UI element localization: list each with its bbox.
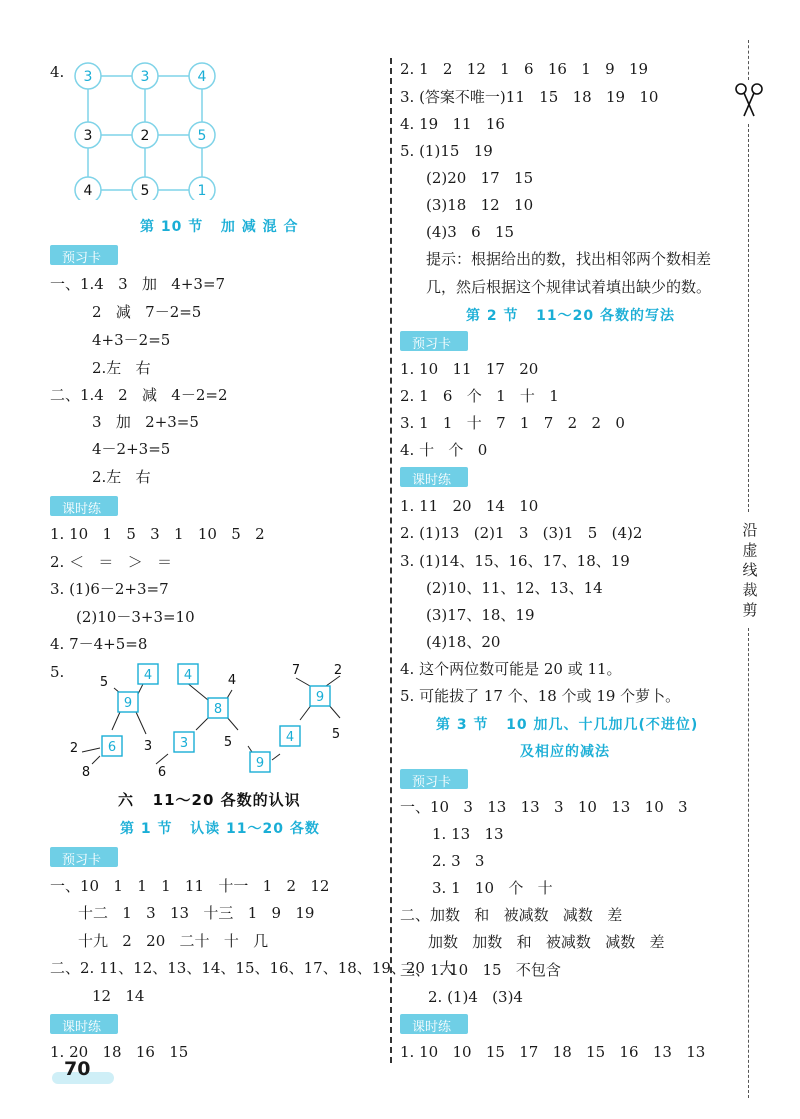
section-3-subtitle: 及相应的减法	[520, 744, 610, 760]
number-box-value: 9	[315, 690, 325, 705]
text-line: 2.左 右	[92, 359, 151, 377]
text-line: 5. 可能拔了 17 个、18 个或 19 个萝卜。	[400, 687, 681, 705]
section-3-title: 第 3 节 10 加几、十几加几(不进位)	[436, 717, 699, 733]
number-box-value: 4	[183, 668, 193, 683]
section-2-title: 第 2 节 11～20 各数的写法	[466, 308, 675, 324]
text-line: 4+3－2=5	[92, 331, 171, 349]
tag-preview-card: 预习卡	[400, 331, 468, 351]
tree-number: 6	[157, 765, 167, 780]
text-line: 4. 19 11 16	[400, 115, 505, 133]
text-line: 1. 10 1 5 3 1 10 5 2	[50, 525, 265, 543]
text-line: 2. ＜ ＝ ＞ ＝	[50, 553, 172, 571]
tag-lesson-practice: 课时练	[50, 496, 118, 516]
text-line: 1. 10 11 17 20	[400, 360, 539, 378]
question-4-label: 4.	[50, 63, 65, 81]
tree-number: 5	[331, 727, 341, 742]
text-line: 2. (1)4 (3)4	[428, 988, 523, 1006]
number-box-value: 3	[179, 736, 189, 751]
text-line: 2. (1)13 (2)1 3 (3)1 5 (4)2	[400, 524, 643, 542]
tag-preview-card: 预习卡	[50, 245, 118, 265]
cut-instruction-char: 裁	[742, 581, 758, 599]
text-line: 3. (答案不唯一)11 15 18 19 10	[400, 88, 659, 106]
tag-preview-card: 预习卡	[50, 847, 118, 867]
text-line: 4. 十 个 0	[400, 441, 488, 459]
grid-number: 5	[197, 128, 207, 144]
text-line: 3. 1 1 十 7 1 7 2 2 0	[400, 414, 625, 432]
cut-dashed-line	[748, 40, 749, 80]
text-line: (2)10、11、12、13、14	[426, 579, 603, 597]
cut-instruction-char: 虚	[742, 541, 758, 559]
tree-number: 4	[227, 673, 237, 688]
number-box-value: 9	[255, 756, 265, 771]
tag-lesson-practice: 课时练	[50, 1014, 118, 1034]
text-line: 十九 2 20 二十 十 几	[78, 932, 269, 950]
hint-line: 提示：根据给出的数，找出相邻两个数相差	[426, 250, 712, 268]
scissors-icon	[734, 82, 764, 118]
number-box-value: 4	[285, 730, 295, 745]
page-number: 70	[64, 1058, 91, 1080]
number-tree-diagram	[60, 660, 360, 780]
text-line: 2.左 右	[92, 468, 151, 486]
tree-number: 5	[223, 735, 233, 750]
text-line: 12 14	[92, 987, 145, 1005]
text-line: (2)10－3+3=10	[76, 608, 195, 626]
text-line: 4. 7－4+5=8	[50, 635, 148, 653]
number-box-value: 8	[213, 702, 223, 717]
text-line: 一、10 1 1 1 11 十一 1 2 12	[50, 877, 330, 895]
grid-number: 5	[140, 183, 150, 199]
text-line: 三、1. 10 15 不包含	[400, 961, 561, 979]
text-line: (3)18 12 10	[426, 196, 534, 214]
tag-lesson-practice: 课时练	[400, 467, 468, 487]
cut-instruction-text	[741, 520, 759, 620]
cut-dashed-line	[748, 124, 749, 512]
number-grid	[70, 60, 220, 200]
text-line: 4. 这个两位数可能是 20 或 11。	[400, 660, 622, 678]
tag-preview-card: 预习卡	[400, 769, 468, 789]
text-line: 4－2+3=5	[92, 440, 171, 458]
text-line: (3)17、18、19	[426, 606, 535, 624]
text-line: 3. 1 10 个 十	[432, 879, 553, 897]
number-box-value: 6	[107, 740, 117, 755]
tag-lesson-practice: 课时练	[400, 1014, 468, 1034]
grid-number: 2	[140, 128, 150, 144]
tree-number: 2	[69, 741, 79, 756]
text-line: 1. 13 13	[432, 825, 504, 843]
cut-dashed-line	[748, 628, 749, 1098]
hint-line: 几，然后根据这个规律试着填出缺少的数。	[426, 278, 712, 296]
text-line: 1. 20 18 16 15	[50, 1043, 189, 1061]
section-10-title: 第 10 节 加 减 混 合	[140, 219, 299, 235]
text-line: 2. 1 6 个 1 十 1	[400, 387, 559, 405]
cut-instruction-char: 沿	[742, 521, 758, 539]
grid-number: 3	[83, 69, 93, 85]
tree-number: 5	[99, 675, 109, 690]
text-line: 一、1.4 3 加 4+3=7	[50, 275, 226, 293]
text-line: (4)3 6 15	[426, 223, 515, 241]
text-line: 一、10 3 13 13 3 10 13 10 3	[400, 798, 688, 816]
grid-number: 1	[197, 183, 207, 199]
text-line: 十二 1 3 13 十三 1 9 19	[78, 904, 315, 922]
text-line: 5.	[50, 663, 65, 681]
cut-instruction-char: 剪	[742, 601, 758, 619]
chapter-6-title: 六 11～20 各数的认识	[118, 791, 301, 809]
text-line: 3 加 2+3=5	[92, 413, 199, 431]
section-1-title: 第 1 节 认读 11～20 各数	[120, 821, 320, 837]
text-line: 2. 1 2 12 1 6 16 1 9 19	[400, 60, 649, 78]
column-divider	[390, 58, 392, 1063]
grid-number: 4	[197, 69, 207, 85]
text-line: 2. 3 3	[432, 852, 485, 870]
text-line: 2 减 7－2=5	[92, 303, 202, 321]
number-box-value: 9	[123, 696, 133, 711]
text-line: 5. (1)15 19	[400, 142, 493, 160]
text-line: 3. (1)14、15、16、17、18、19	[400, 552, 630, 570]
tree-number: 2	[333, 663, 343, 678]
text-line: 3. (1)6－2+3=7	[50, 580, 169, 598]
text-line: 二、加数 和 被减数 减数 差	[400, 906, 623, 924]
grid-number: 3	[140, 69, 150, 85]
tree-number: 7	[291, 663, 301, 678]
text-line: 1. 11 20 14 10	[400, 497, 539, 515]
text-line: (4)18、20	[426, 633, 501, 651]
text-line: 二、2. 11、12、13、14、15、16、17、18、19、20 大	[50, 959, 455, 977]
text-line: 二、1.4 2 减 4－2=2	[50, 386, 228, 404]
tree-number: 3	[143, 739, 153, 754]
number-box-value: 4	[143, 668, 153, 683]
text-line: 1. 10 10 15 17 18 15 16 13 13	[400, 1043, 706, 1061]
cut-instruction-char: 线	[742, 561, 758, 579]
grid-number: 4	[83, 183, 93, 199]
grid-number: 3	[83, 128, 93, 144]
text-line: (2)20 17 15	[426, 169, 534, 187]
tree-number: 8	[81, 765, 91, 780]
text-line: 加数 加数 和 被减数 减数 差	[428, 933, 665, 951]
